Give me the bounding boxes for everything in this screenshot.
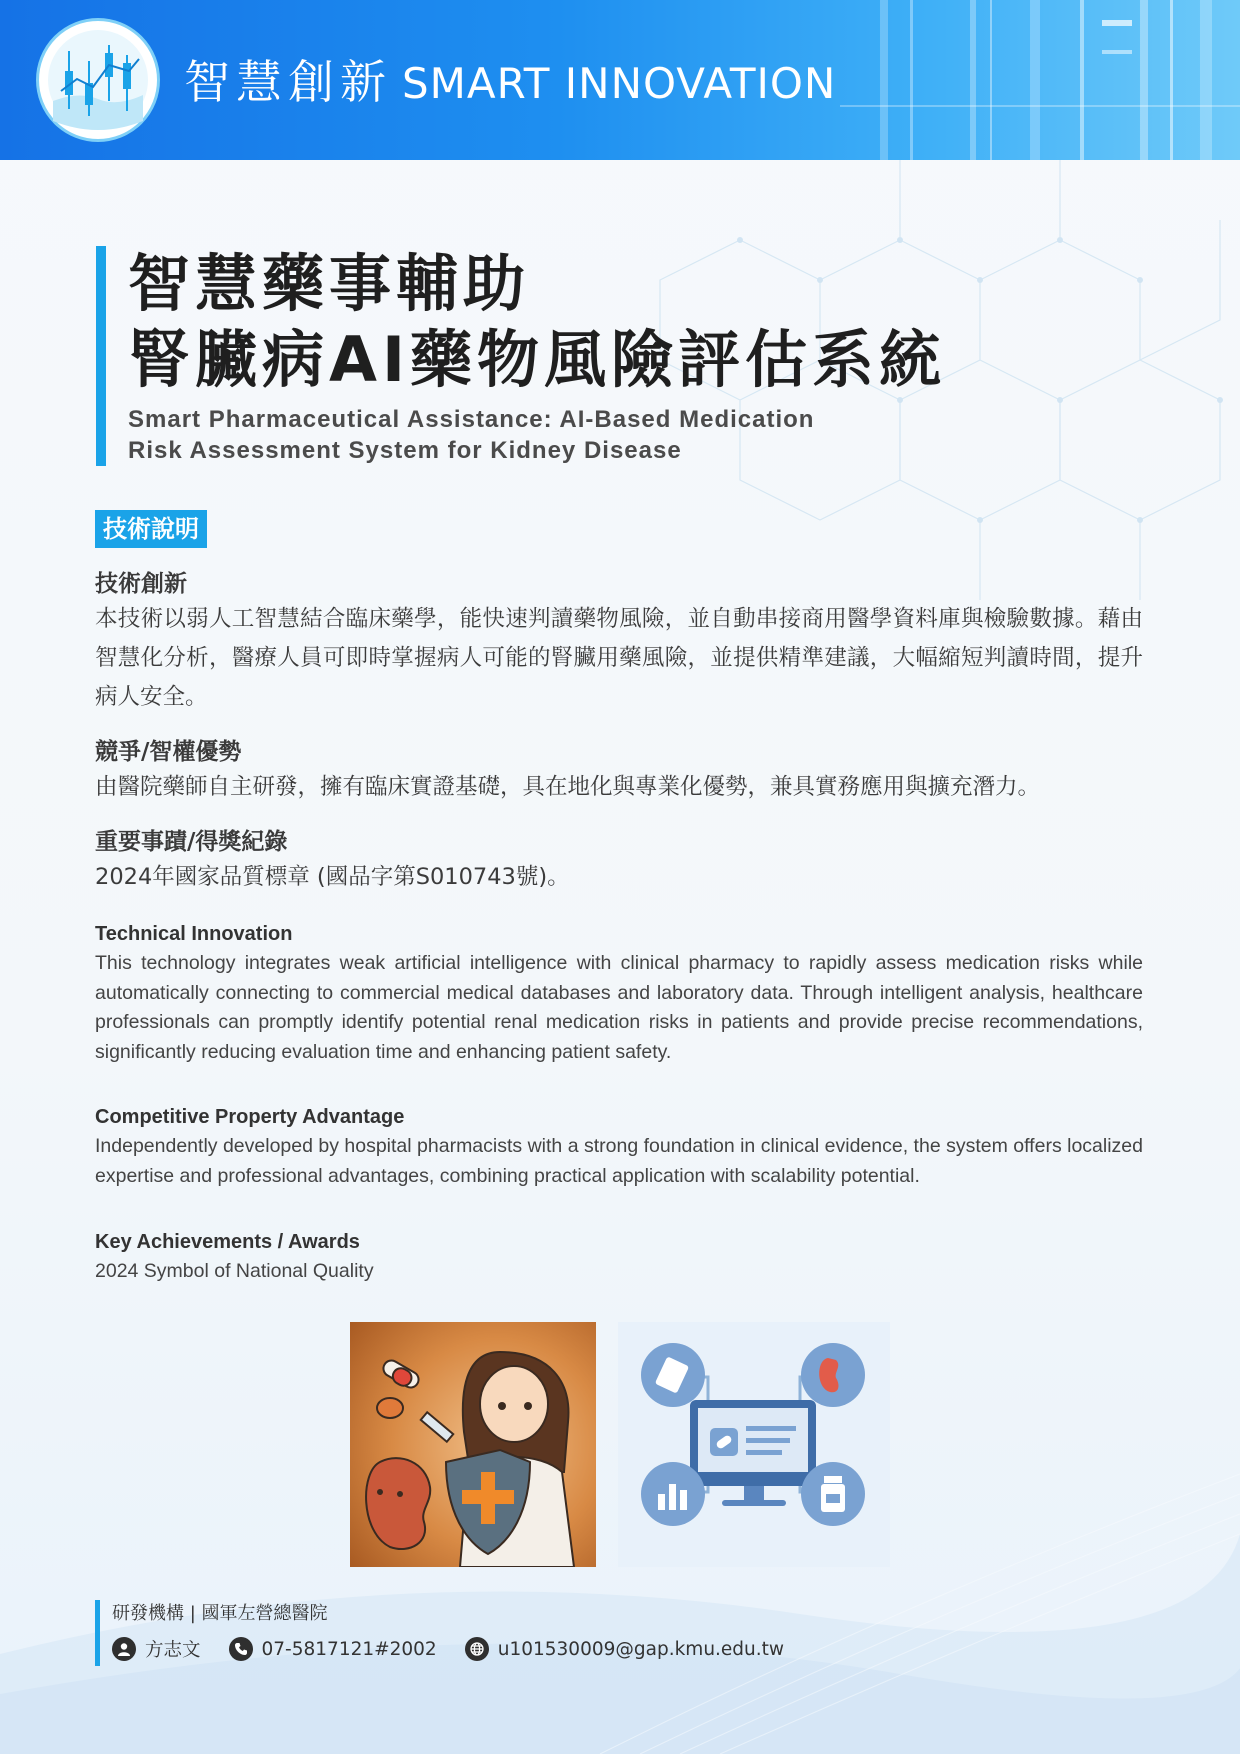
zh-section-innovation	[95, 568, 1143, 717]
contact-phone	[229, 1637, 437, 1661]
en-body: 2024 Symbol of National Quality	[95, 1260, 374, 1282]
en-heading: Competitive Property Advantage	[95, 1106, 405, 1128]
en-heading: Key Achievements / Awards	[95, 1231, 360, 1253]
section-tag: 技術說明	[95, 510, 207, 548]
en-section-awards	[95, 1227, 1143, 1287]
zh-heading: 技術創新	[95, 571, 187, 597]
brand-zh: 智慧創新	[184, 55, 392, 109]
globe-icon	[465, 1637, 489, 1661]
email-address[interactable]: u101530009@gap.kmu.edu.tw	[497, 1638, 785, 1660]
en-section-advantage	[95, 1102, 1143, 1191]
title-block	[96, 246, 1096, 466]
system-illustration	[618, 1322, 890, 1567]
person-icon	[112, 1637, 136, 1661]
zh-section-advantage	[95, 736, 1143, 807]
contact-person	[112, 1636, 201, 1662]
zh-heading: 競爭/智權優勢	[95, 739, 242, 765]
pharmacist-shield-kidney-icon	[350, 1322, 596, 1567]
pharmacist-illustration	[350, 1322, 596, 1567]
title-zh-line1: 智慧藥事輔助	[128, 247, 531, 320]
zh-body: 由醫院藥師自主研發，擁有臨床實證基礎，具在地化與專業化優勢，兼具實務應用與擴充潛力。	[95, 774, 1041, 800]
header-decoration	[840, 0, 1240, 160]
contact-name: 方志文	[145, 1640, 201, 1661]
zh-body: 本技術以弱人工智慧結合臨床藥學，能快速判讀藥物風險，並自動串接商用醫學資料庫與檢驗數據。藉由智慧化分析，醫療人員可即時掌握病人可能的腎臟用藥風險，並提供精準建議，大幅縮短判讀時間，提升病人安全。	[95, 606, 1143, 710]
title-zh-line2: 腎臟病AI藥物風險評估系統	[128, 323, 947, 396]
title-en-line1: Smart Pharmaceutical Assistance: AI-Based Medication	[128, 406, 815, 433]
en-heading: Technical Innovation	[95, 923, 293, 945]
phone-icon	[229, 1637, 253, 1661]
title-en-line2: Risk Assessment System for Kidney Disease	[128, 437, 682, 464]
zh-section-awards	[95, 826, 1143, 897]
title-en	[128, 404, 1096, 466]
zh-body: 2024年國家品質標章 (國品字第S010743號)。	[95, 864, 570, 890]
logo	[36, 18, 160, 142]
logo-chart-icon	[39, 21, 157, 139]
en-section-innovation	[95, 919, 1143, 1067]
header-banner	[0, 0, 1240, 160]
contact-email	[465, 1637, 784, 1661]
footer-contact	[95, 1600, 995, 1666]
brand-en: SMART INNOVATION	[402, 59, 837, 108]
contact-row	[112, 1636, 995, 1662]
zh-heading: 重要事蹟/得獎紀錄	[95, 829, 288, 855]
organization: 研發機構 | 國軍左營總醫院	[112, 1603, 328, 1624]
computer-system-icon	[618, 1322, 890, 1567]
en-body: This technology integrates weak artificial intelligence with clinical pharmacy to rapidly assess medication risks while automatically connecting to commercial medical databases and laboratory data. Through intelligent analysis, healthcare professionals can promptly identify potential renal medication risks in patients and provide precise recommendations, significantly reducing evaluation time and enhancing patient safety.	[95, 952, 1143, 1063]
phone-number[interactable]: 07-5817121#2002	[261, 1638, 437, 1660]
en-body: Independently developed by hospital pharmacists with a strong foundation in clinical evidence, the system offers localized expertise and professional advantages, combining practical application with scalability potential.	[95, 1135, 1143, 1187]
brand-title	[184, 52, 836, 114]
